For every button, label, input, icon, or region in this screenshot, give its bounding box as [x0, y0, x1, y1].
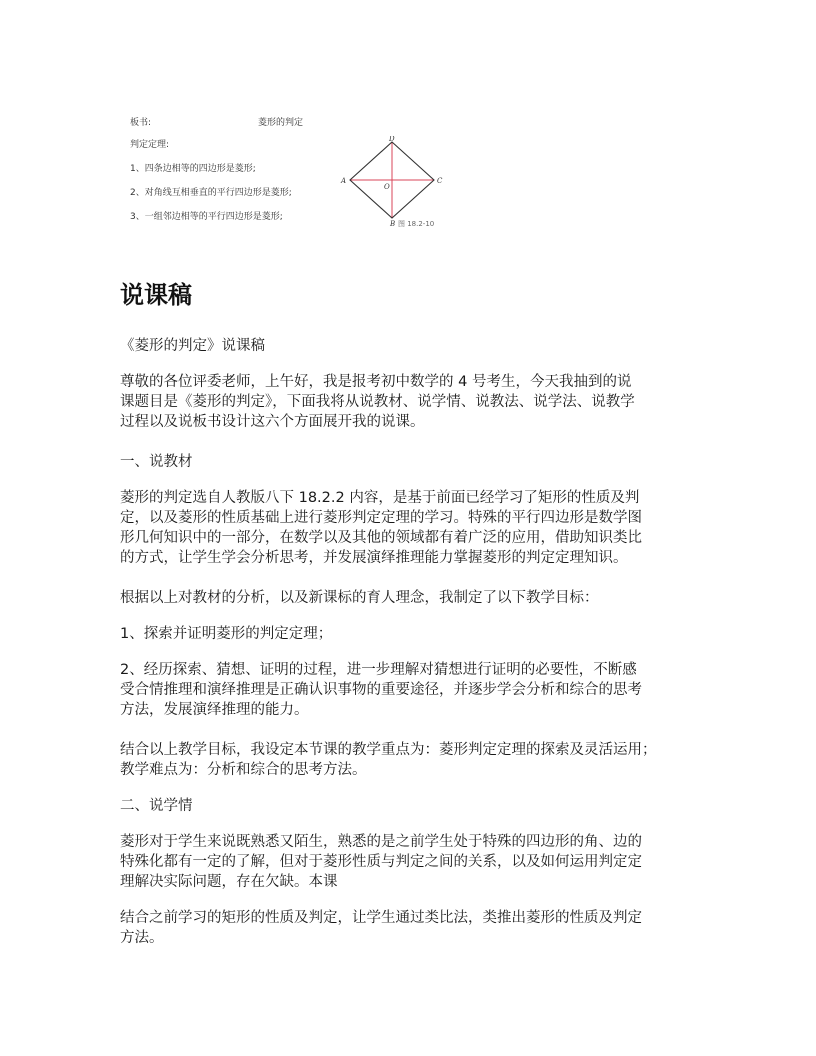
text-line: 菱形的判定选自人教版八下 18.2.2 内容，是基于前面已经学习了矩形的性质及判 [120, 490, 640, 506]
text-line: 根据以上对教材的分析，以及新课标的育人理念，我制定了以下教学目标： [120, 590, 599, 606]
page-heading: 说课稿 [120, 281, 192, 309]
text-line: 形几何知识中的一部分，在数学以及其他的领域都有着广泛的应用，借助知识类比 [120, 530, 642, 546]
text-line: 2、经历探索、猜想、证明的过程，进一步理解对猜想进行证明的必要性，不断感 [120, 662, 637, 678]
text-line: 方法。 [120, 930, 164, 946]
text-line: 结合以上教学目标，我设定本节课的教学重点为：菱形判定定理的探索及灵活运用； [120, 742, 657, 758]
point-a-label: A [341, 177, 347, 185]
rhombus-figure [336, 136, 444, 232]
paragraph-intro [120, 372, 708, 432]
text-line: 课题目是《菱形的判定》，下面我将从说教材、说学情、说教法、说学法、说教学 [120, 394, 635, 410]
paragraph-objectives-intro [120, 588, 708, 608]
board-title: 菱形的判定 [258, 118, 304, 128]
paragraph-students [120, 832, 708, 892]
board-rule-3: 3、一组邻边相等的平行四边形是菱形; [130, 212, 283, 222]
text-line: 一、说教材 [120, 454, 193, 470]
point-d-label: D [389, 136, 395, 143]
board-rule-2: 2、对角线互相垂直的平行四边形是菱形; [130, 188, 292, 198]
text-line: 尊敬的各位评委老师，上午好，我是报考初中数学的 4 号考生，今天我抽到的说 [120, 374, 632, 390]
text-line: 过程以及说板书设计这六个方面展开我的说课。 [120, 414, 425, 430]
point-c-label: C [437, 177, 443, 185]
point-o-label: O [384, 183, 390, 191]
text-line: 教学难点为：分析和综合的思考方法。 [120, 762, 367, 778]
text-line: 二、说学情 [120, 798, 193, 814]
board-label: 板书: [130, 118, 152, 128]
text-line: 结合之前学习的矩形的性质及判定，让学生通过类比法，类推出菱形的性质及判定 [120, 910, 642, 926]
objective-1 [120, 624, 708, 644]
rhombus-diagram [336, 136, 444, 232]
objective-2 [120, 660, 708, 720]
text-line: 的方式，让学生学会分析思考，并发展演绎推理能力掌握菱形的判定定理知识。 [120, 550, 628, 566]
point-b-label: B [390, 220, 396, 228]
text-line: 定，以及菱形的性质基础上进行菱形判定定理的学习。特殊的平行四边形是数学图 [120, 510, 642, 526]
paragraph-title [120, 336, 708, 356]
paragraph-key-points [120, 740, 708, 780]
text-line: 方法，发展演绎推理的能力。 [120, 702, 309, 718]
figure-caption: 图 18.2-10 [398, 220, 435, 228]
paragraph-textbook [120, 488, 708, 568]
text-line: 菱形对于学生来说既熟悉又陌生，熟悉的是之前学生处于特殊的四边形的角、边的 [120, 834, 642, 850]
text-line: 理解决实际问题，存在欠缺。本课 [120, 874, 338, 890]
text-line: 特殊化都有一定的了解，但对于菱形性质与判定之间的关系，以及如何运用判定定 [120, 854, 642, 870]
board-writing-image [118, 108, 448, 234]
text-line: 受合情推理和演绎推理是正确认识事物的重要途径，并逐步学会分析和综合的思考 [120, 682, 642, 698]
section-heading-textbook [120, 452, 708, 472]
board-rule-1: 1、四条边相等的四边形是菱形; [130, 164, 256, 174]
board-subtitle: 判定定理: [130, 140, 170, 150]
text-line: 《菱形的判定》说课稿 [120, 338, 265, 354]
paragraph-analogy [120, 908, 708, 948]
text-line: 1、探索并证明菱形的判定定理； [120, 626, 333, 642]
section-heading-students [120, 796, 708, 816]
